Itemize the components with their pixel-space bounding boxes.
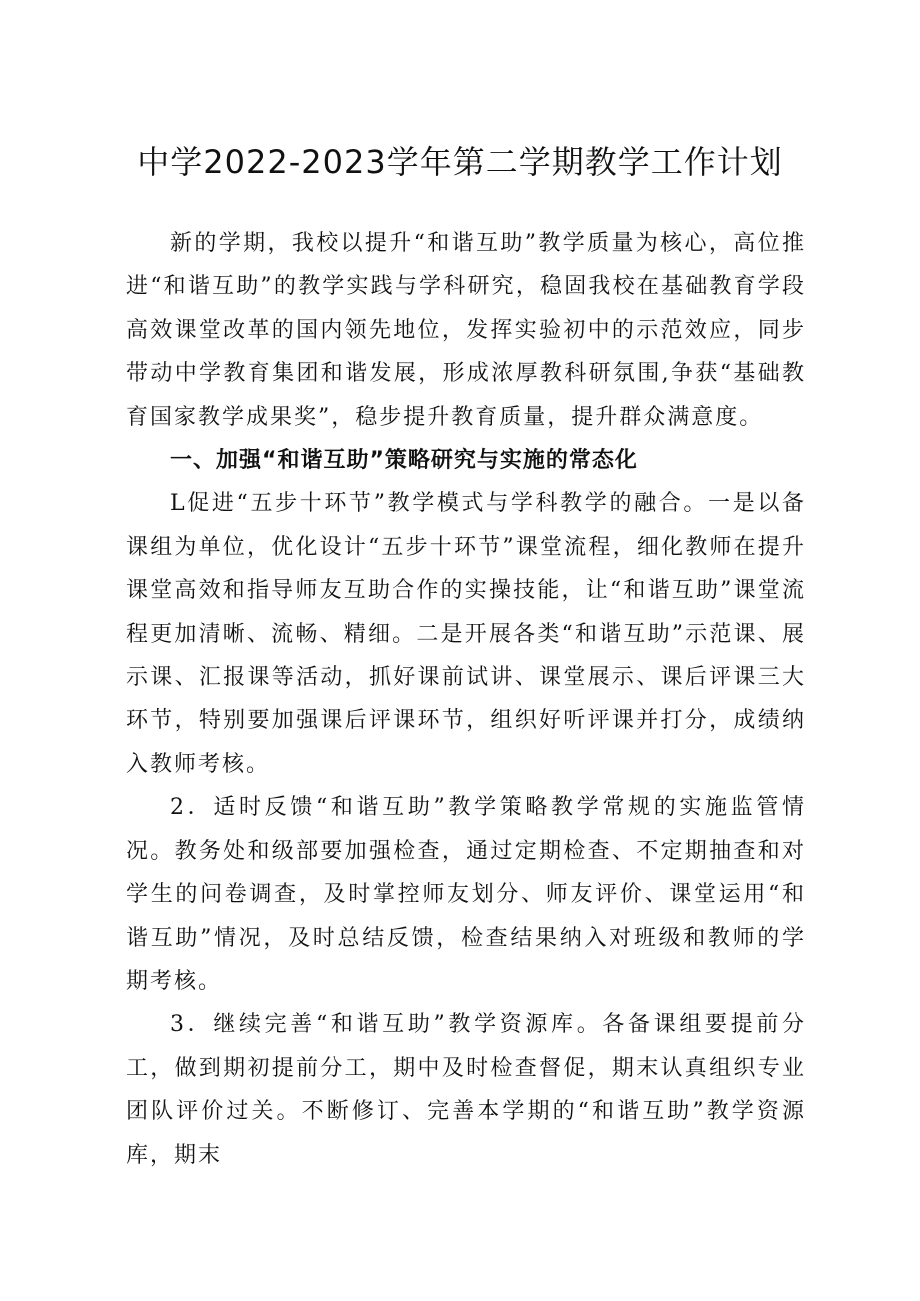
document-title: 中学2022-2023学年第二学期教学工作计划: [137, 143, 783, 181]
item-paragraph-1: L促进“五步十环节”教学模式与学科教学的融合。一是以备课组为单位，优化设计“五步十环节”课堂流程，细化教师在提升课堂高效和指导师友互助合作的实操技能，让“和谐互助”课堂流程更加清晰、流畅、精细。二是开展各类“和谐互助”示范课、展示课、汇报课等活动，抓好课前试讲、课堂展示、课后评课三大环节，特别要加强课后评课环节，组织好听评课并打分，成绩纳入教师考核。: [126, 491, 806, 777]
intro-paragraph: 新的学期，我校以提升“和谐互助”教学质量为核心，高位推进“和谐互助”的教学实践与学科研究，稳固我校在基础教育学段高效课堂改革的国内领先地位，发挥实验初中的示范效应，同步带动中学教育集团和谐发展，形成浓厚教科研氛围,争获“基础教育国家教学成果奖”，稳步提升教育质量，提升群众满意度。: [126, 231, 806, 430]
item-paragraph-3: 3．继续完善“和谐互助”教学资源库。各备课组要提前分工，做到期初提前分工，期中及时检查督促，期末认真组织专业团队评价过关。不断修订、完善本学期的“和谐互助”教学资源库，期末: [126, 1012, 806, 1168]
document-body: [126, 222, 806, 1177]
section-heading-1: 一、加强“和谐互助”策略研究与实施的常态化: [170, 448, 638, 474]
item-paragraph-2: 2．适时反馈“和谐互助”教学策略教学常规的实施监管情况。教务处和级部要加强检查，通过定期检查、不定期抽查和对学生的问卷调查，及时掌控师友划分、师友评价、课堂运用“和谐互助”情况，及时总结反馈，检查结果纳入对班级和教师的学期考核。: [126, 795, 806, 994]
